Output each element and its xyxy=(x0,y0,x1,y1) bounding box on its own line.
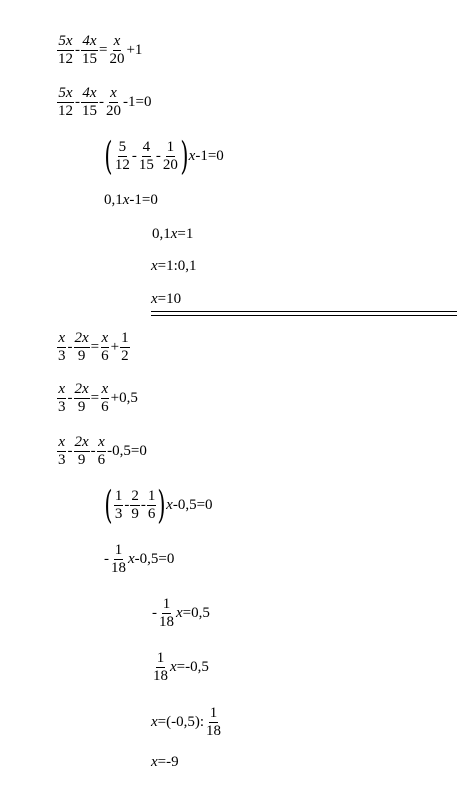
fraction: $\frac{2x}{9}$ xyxy=(74,381,89,415)
fraction: $\frac{4x}{15}$ xyxy=(82,85,97,119)
fraction: $\frac{x}{20}$ xyxy=(106,85,121,119)
p2-equation-line-7: $\frac{1}{18}$ x =-0,5 xyxy=(153,650,209,684)
fraction: $\frac{1}{18}$ xyxy=(153,650,168,684)
fraction: $\frac{2x}{9}$ xyxy=(74,330,89,364)
fraction: $\frac{x}{6}$ xyxy=(97,434,106,468)
answer-double-rule-bottom xyxy=(151,315,457,316)
fraction: $\frac{x}{3}$ xyxy=(58,330,66,364)
fraction: $\frac{4x}{15}$ xyxy=(82,33,97,67)
p2-answer-line: x =-9 xyxy=(151,754,179,770)
p2-equation-line-8: x =(-0,5): $\frac{1}{18}$ xyxy=(151,705,222,739)
fraction: $\frac{1}{3}$ xyxy=(114,487,123,522)
left-parenthesis: ( xyxy=(104,134,113,178)
fraction: $\frac{2x}{9}$ xyxy=(74,434,89,468)
right-parenthesis: ) xyxy=(180,134,189,178)
fraction: $\frac{x}{6}$ xyxy=(101,330,109,364)
p1-equation-line-4: 0,1 x -1=0 xyxy=(104,192,158,208)
p1-equation-line-5: 0,1 x =1 xyxy=(152,226,194,242)
fraction: $\frac{1}{18}$ xyxy=(111,542,126,576)
p1-answer-line: x =10 xyxy=(151,291,182,307)
p2-equation-line-4: ( $\frac{1}{3}$ - $\frac{2}{9}$ - $\frac{1}{6}$ ) x -0,5=0 xyxy=(104,483,213,527)
fraction: $\frac{1}{18}$ xyxy=(206,705,222,739)
fraction: $\frac{5x}{12}$ xyxy=(58,85,73,119)
fraction: $\frac{x}{3}$ xyxy=(58,381,66,415)
p2-equation-line-2: $\frac{x}{3}$ - $\frac{2x}{9}$ = $\frac{x}{6}$ +0,5 xyxy=(58,381,138,415)
fraction: $\frac{5x}{12}$ xyxy=(58,33,73,67)
fraction: $\frac{x}{20}$ xyxy=(109,33,125,67)
answer-double-rule-top xyxy=(151,311,457,312)
p2-equation-line-5: - $\frac{1}{18}$ x -0,5=0 xyxy=(104,542,175,576)
fraction: $\frac{1}{18}$ xyxy=(159,596,174,630)
fraction: $\frac{x}{6}$ xyxy=(101,381,109,415)
fraction: $\frac{1}{6}$ xyxy=(147,487,156,522)
fraction: $\frac{1}{20}$ xyxy=(162,138,178,173)
p2-equation-line-1: $\frac{x}{3}$ - $\frac{2x}{9}$ = $\frac{x}{6}$ + $\frac{1}{2}$ xyxy=(58,330,129,364)
fraction: $\frac{5}{12}$ xyxy=(114,138,130,173)
right-parenthesis: ) xyxy=(157,483,166,527)
left-parenthesis: ( xyxy=(104,483,113,527)
fraction: $\frac{x}{3}$ xyxy=(58,434,66,468)
p1-equation-line-3: ( $\frac{5}{12}$ - $\frac{4}{15}$ - $\frac{1}{20}$ ) x -1=0 xyxy=(104,134,224,178)
p2-equation-line-6: - $\frac{1}{18}$ x =0,5 xyxy=(152,596,210,630)
p2-equation-line-3: $\frac{x}{3}$ - $\frac{2x}{9}$ - $\frac{x}{6}$ -0,5=0 xyxy=(58,434,147,468)
p1-equation-line-6: x =1:0,1 xyxy=(151,258,197,274)
fraction: $\frac{2}{9}$ xyxy=(131,487,139,522)
p1-equation-line-2: $\frac{5x}{12}$ - $\frac{4x}{15}$ - $\frac{x}{20}$ -1=0 xyxy=(58,85,152,119)
fraction: $\frac{1}{2}$ xyxy=(121,330,129,364)
p1-equation-line-1: $\frac{5x}{12}$ - $\frac{4x}{15}$ = $\frac{x}{20}$ +1 xyxy=(58,33,143,67)
fraction: $\frac{4}{15}$ xyxy=(138,138,154,173)
